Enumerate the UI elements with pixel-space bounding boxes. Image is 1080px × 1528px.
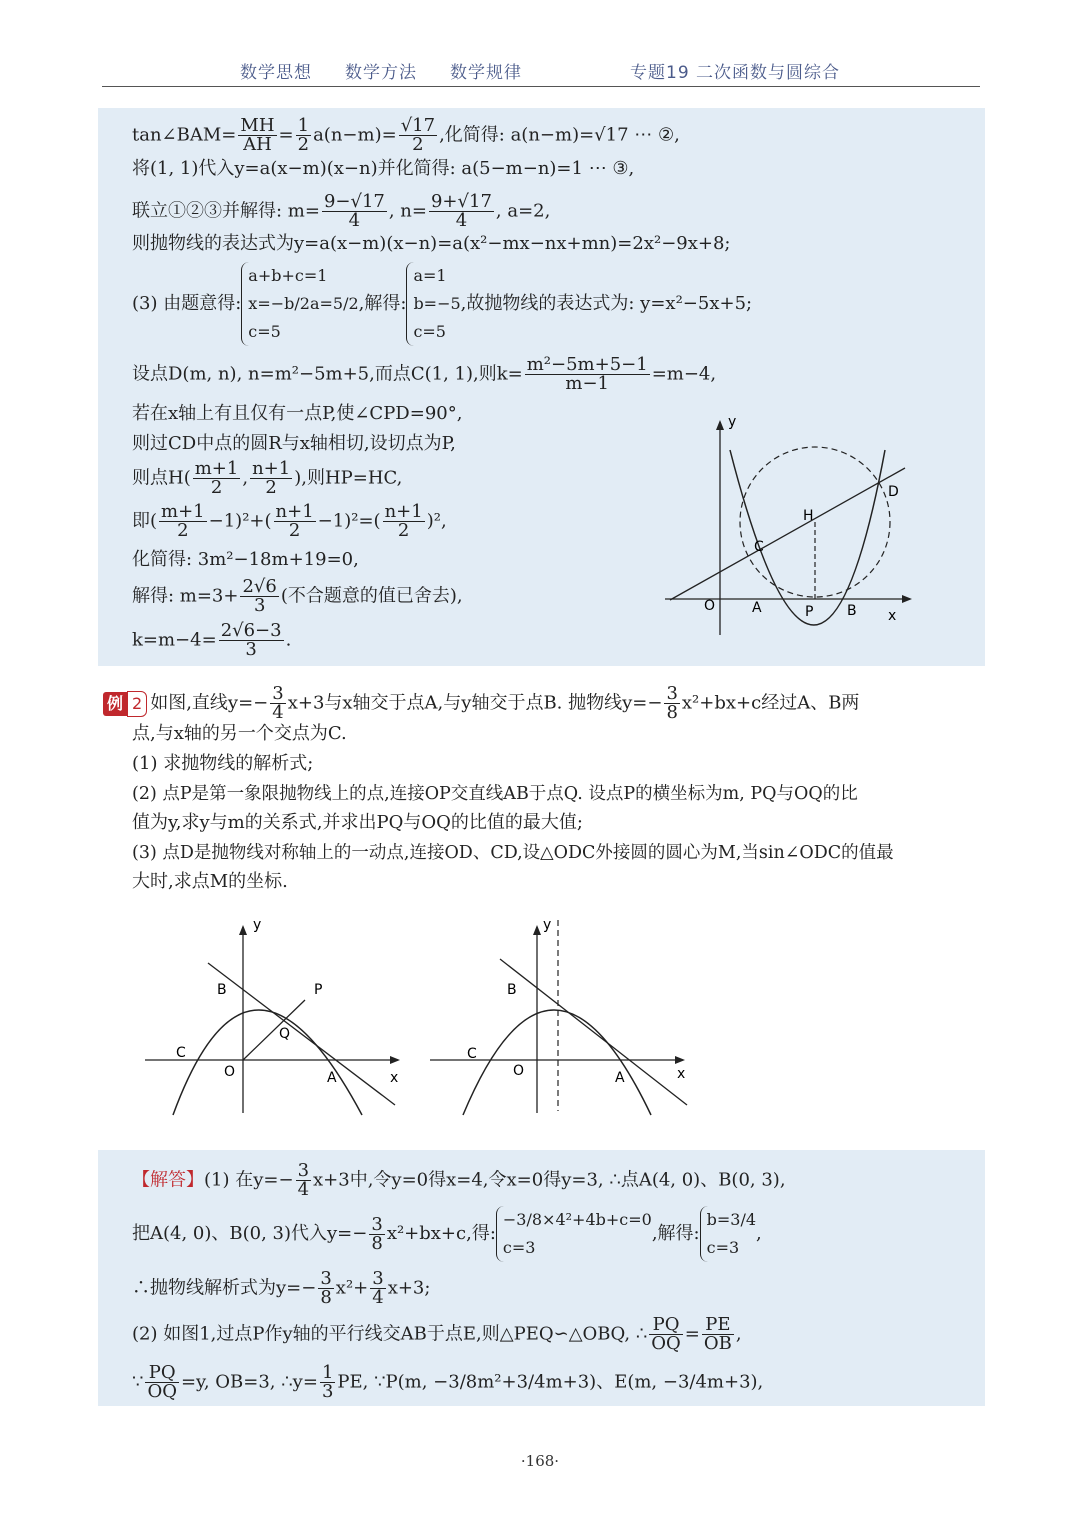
fig1-b-label: B — [217, 982, 227, 998]
fig-top-x-label: x — [888, 608, 897, 624]
fig2-y-label: y — [543, 917, 552, 933]
page-number: ·168· — [520, 1452, 560, 1470]
figure-2 — [425, 915, 695, 1120]
fig-top-h-label: H — [803, 508, 814, 524]
solution-line-6: 设点D(m, n), n=m²−5m+5,而点C(1, 1),则k= $\frac{\text{m²−5m+5−1}}{m-1}$ =m−4, — [132, 354, 717, 394]
fig1-x-label: x — [390, 1070, 399, 1086]
fig-top-p-label: P — [805, 604, 814, 620]
fig-top-y-label: y — [728, 414, 737, 430]
answer-line-2: 把A(4, 0)、B(0, 3)代入y=− $\frac{3}{8}$ x²+bx+c,得: −3/8×4²+4b+c=0 c=3 ,解得: b=3/4 c=3 , — [132, 1206, 762, 1262]
fig2-o-label: O — [513, 1063, 525, 1079]
solution-line-5: (3) 由题意得: a+b+c=1 x=−b/2a=5/2 c=5 ,解得: a=1 b=−5 c=5 ,故抛物线的表达式为: y=x²−5x+5; — [132, 262, 752, 346]
fig2-x-label: x — [677, 1066, 686, 1082]
example2-line-2: 点,与x轴的另一个交点为C. — [132, 723, 347, 744]
figure-1 — [140, 915, 410, 1120]
fig1-q-label: Q — [279, 1026, 291, 1042]
fig1-c-label: C — [176, 1045, 186, 1061]
header-item-1: 数学思想 — [240, 63, 312, 83]
fig-top-a-label: A — [752, 600, 762, 616]
solution-line-2: 将(1, 1)代入y=a(x−m)(x−n)并化简得: a(5−m−n)=1 ⋯ ③, — [132, 158, 635, 179]
solution-line-9: 则点H( $\frac{m+1}{2}$ , $\frac{n+1}{2}$ ),则HP=HC, — [132, 458, 403, 498]
fig2-a-label: A — [615, 1070, 625, 1086]
answer-line-1: 【解答】(1) 在y=− $\frac{3}{4}$ x+3中,令y=0得x=4,令x=0得y=3, ∴点A(4, 0)、B(0, 3), — [132, 1160, 786, 1200]
fig2-c-label: C — [467, 1046, 477, 1062]
answer-line-5: ∵ $\frac{PQ}{OQ}$ =y, OB=3, ∴y= $\frac{1}{3}$ PE, ∵P(m, −3/8m²+3/4m+3)、E(m, −3/4m+3), — [132, 1362, 764, 1402]
answer-line-3: ∴抛物线解析式为y=− $\frac{3}{8}$ x²+ $\frac{3}{4}$ x+3; — [132, 1268, 431, 1308]
solution-line-12: 解得: m=3+ $\frac{2√6}{3}$ (不合题意的值已舍去), — [132, 576, 463, 616]
fig-top-o-label: O — [704, 598, 716, 614]
fig-top-d-label: D — [888, 484, 899, 500]
fig-top-b-label: B — [847, 603, 857, 619]
fig-top-c-label: C — [754, 539, 764, 555]
answer-tag: 【解答】 — [132, 1169, 204, 1191]
fig1-o-label: O — [224, 1064, 236, 1080]
example-tag: 例 — [103, 692, 127, 716]
fig1-p-label: P — [314, 982, 323, 998]
example-number: 2 — [127, 691, 147, 717]
header-item-2: 数学方法 — [345, 63, 417, 83]
example2-line-5: 值为y,求y与m的关系式,并求出PQ与OQ的比值的最大值; — [132, 812, 583, 833]
page-header — [0, 58, 1080, 82]
example2-line-1: 例 2 如图,直线y=− $\frac{3}{4}$ x+3与x轴交于点A,与y轴交于点B. 抛物线y=− $\frac{3}{8}$ x²+bx+c经过A、B两 — [103, 685, 859, 722]
header-topic: 专题19 二次函数与圆综合 — [630, 63, 841, 83]
fig2-b-label: B — [507, 982, 517, 998]
solution-line-3: 联立①②③并解得: m= $\frac{9-√17}{4}$ , n= $\frac{9+√17}{4}$ , a=2, — [132, 191, 551, 231]
example2-line-7: 大时,求点M的坐标. — [132, 871, 288, 892]
solution-line-8: 则过CD中点的圆R与x轴相切,设切点为P, — [132, 433, 456, 454]
example2-line-3: (1) 求抛物线的解析式; — [132, 753, 314, 774]
example2-line-4: (2) 点P是第一象限抛物线上的点,连接OP交直线AB于点Q. 设点P的横坐标为m, PQ与OQ的比 — [132, 784, 858, 804]
header-item-3: 数学规律 — [450, 63, 522, 83]
solution-line-4: 则抛物线的表达式为y=a(x−m)(x−n)=a(x²−mx−nx+mn)=2x²−9x+8; — [132, 233, 731, 254]
solution-line-11: 化简得: 3m²−18m+19=0, — [132, 549, 359, 570]
figure-circle-parabola — [660, 410, 920, 645]
answer-line-4: (2) 如图1,过点P作y轴的平行线交AB于点E,则△PEQ∽△OBQ, ∴ $\frac{PQ}{OQ}$ = $\frac{PE}{OB}$ , — [132, 1314, 742, 1354]
solution-line-10: 即( $\frac{m+1}{2}$ −1)²+( $\frac{n+1}{2}$ −1)²=( $\frac{n+1}{2}$ )², — [132, 501, 447, 541]
header-rule — [102, 86, 980, 87]
example2-line-6: (3) 点D是抛物线对称轴上的一动点,连接OD、CD,设△ODC外接圆的圆心为M,当sin∠ODC的值最 — [132, 843, 894, 863]
solution-line-13: k=m−4= $\frac{2√6-3}{3}$ . — [132, 620, 292, 660]
solution-line-7: 若在x轴上有且仅有一点P,使∠CPD=90°, — [132, 403, 463, 424]
solution-line-1: tan∠BAM= $\frac{MH}{AH}$ = $\frac{1}{2}$ a(n−m)= $\frac{√17}{2}$ ,化简得: a(n−m)=√17 ⋯ ②, — [132, 115, 680, 155]
fig1-y-label: y — [253, 917, 262, 933]
fig1-a-label: A — [327, 1070, 337, 1086]
